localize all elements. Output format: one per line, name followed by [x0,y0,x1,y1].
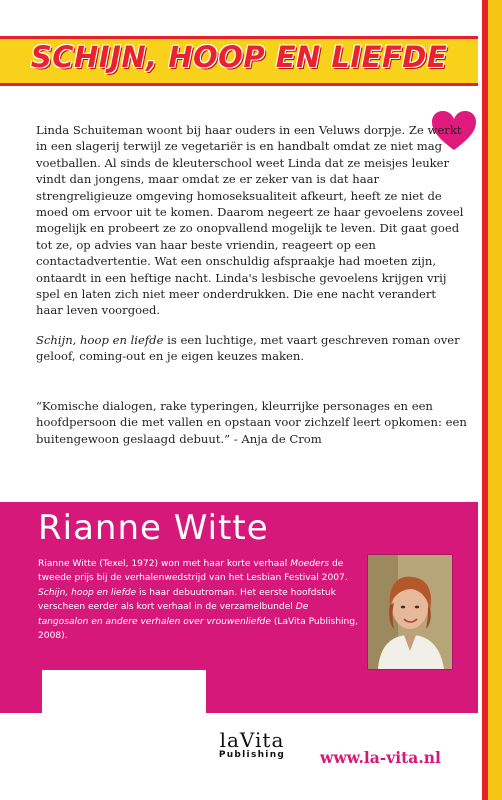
author-photo [367,554,453,670]
summary-paragraph [36,332,466,365]
stripe-yellow [488,0,502,800]
bio-text-2: de tweede prijs bij de verhalenwedstrijd van het Lesbian Festival 2007. [38,559,348,584]
summary-title: Schijn, hoop en liefde [36,333,164,347]
title-band [0,36,478,86]
blurb-paragraph: Linda Schuiteman woont bij haar ouders in een Veluws dorpje. Ze werkt in een slagerij terwijl ze vegetariër is en handbalt omdat ze niet mag voetballen. Al sinds de kleuterschool weet Linda dat ze meisjes leuker vindt dan jongens, maar omdat ze er zeker van is dat haar strengreligieuze omgeving homoseksualiteit afkeurt, heeft ze niet de moed om ervoor uit te komen. Daarom negeert ze haar gevoelens zoveel mogelijk en probeert ze zo onopvallend mogelijk te leven. Dit gaat goed tot ze, op advies van haar beste vriendin, reageert op een contactadvertentie. Wat een onschuldig afspraakje had moeten zijn, ontaardt in een heftige nacht. Linda's lesbische gevoelens krijgen vrij spel en laten zich niet meer onderdrukken. Die ene nacht verandert haar leven voorgoed. [36,123,464,318]
bio-text-3: is haar debuutroman. Het eerste hoofdstuk verscheen eerder als kort verhaal in de verzamelbundel [38,587,336,613]
title-band-top-line [0,36,478,39]
author-portrait-illustration [368,555,452,669]
book-title: SCHIJN, HOOP EN LIEFDE [30,40,448,74]
title-band-bottom-line [0,83,478,86]
publisher-url[interactable]: www.la-vita.nl [320,748,441,767]
bio-em-1: Moeders [290,559,330,569]
publisher-logo-text: laVita [219,728,285,752]
author-bio [38,557,360,643]
bio-em-3: De tangosalon en andere verhalen over vrouwenliefde [38,602,309,627]
bio-text-1: Rianne Witte (Texel, 1972) won met haar korte verhaal [38,559,291,569]
publisher-logo-subtitle: Publishing [218,750,286,760]
author-name: Rianne Witte [38,508,269,548]
bio-em-2: Schijn, hoop en liefde [38,587,137,598]
summary-text: is een luchtige, met vaart geschreven roman over geloof, coming-out en je eigen keuzes maken. [36,333,460,364]
barcode-area [42,670,206,800]
review-quote: “Komische dialogen, rake typeringen, kleurrijke personages en een hoofdpersoon die met vallen en opstaan voor zichzelf leert opkomen: een buitengewoon geslaagd debuut.” - Anja de Crom [36,399,467,446]
publisher-logo [212,728,292,774]
bio-text-4: (LaVita Publishing, 2008). [38,616,358,642]
